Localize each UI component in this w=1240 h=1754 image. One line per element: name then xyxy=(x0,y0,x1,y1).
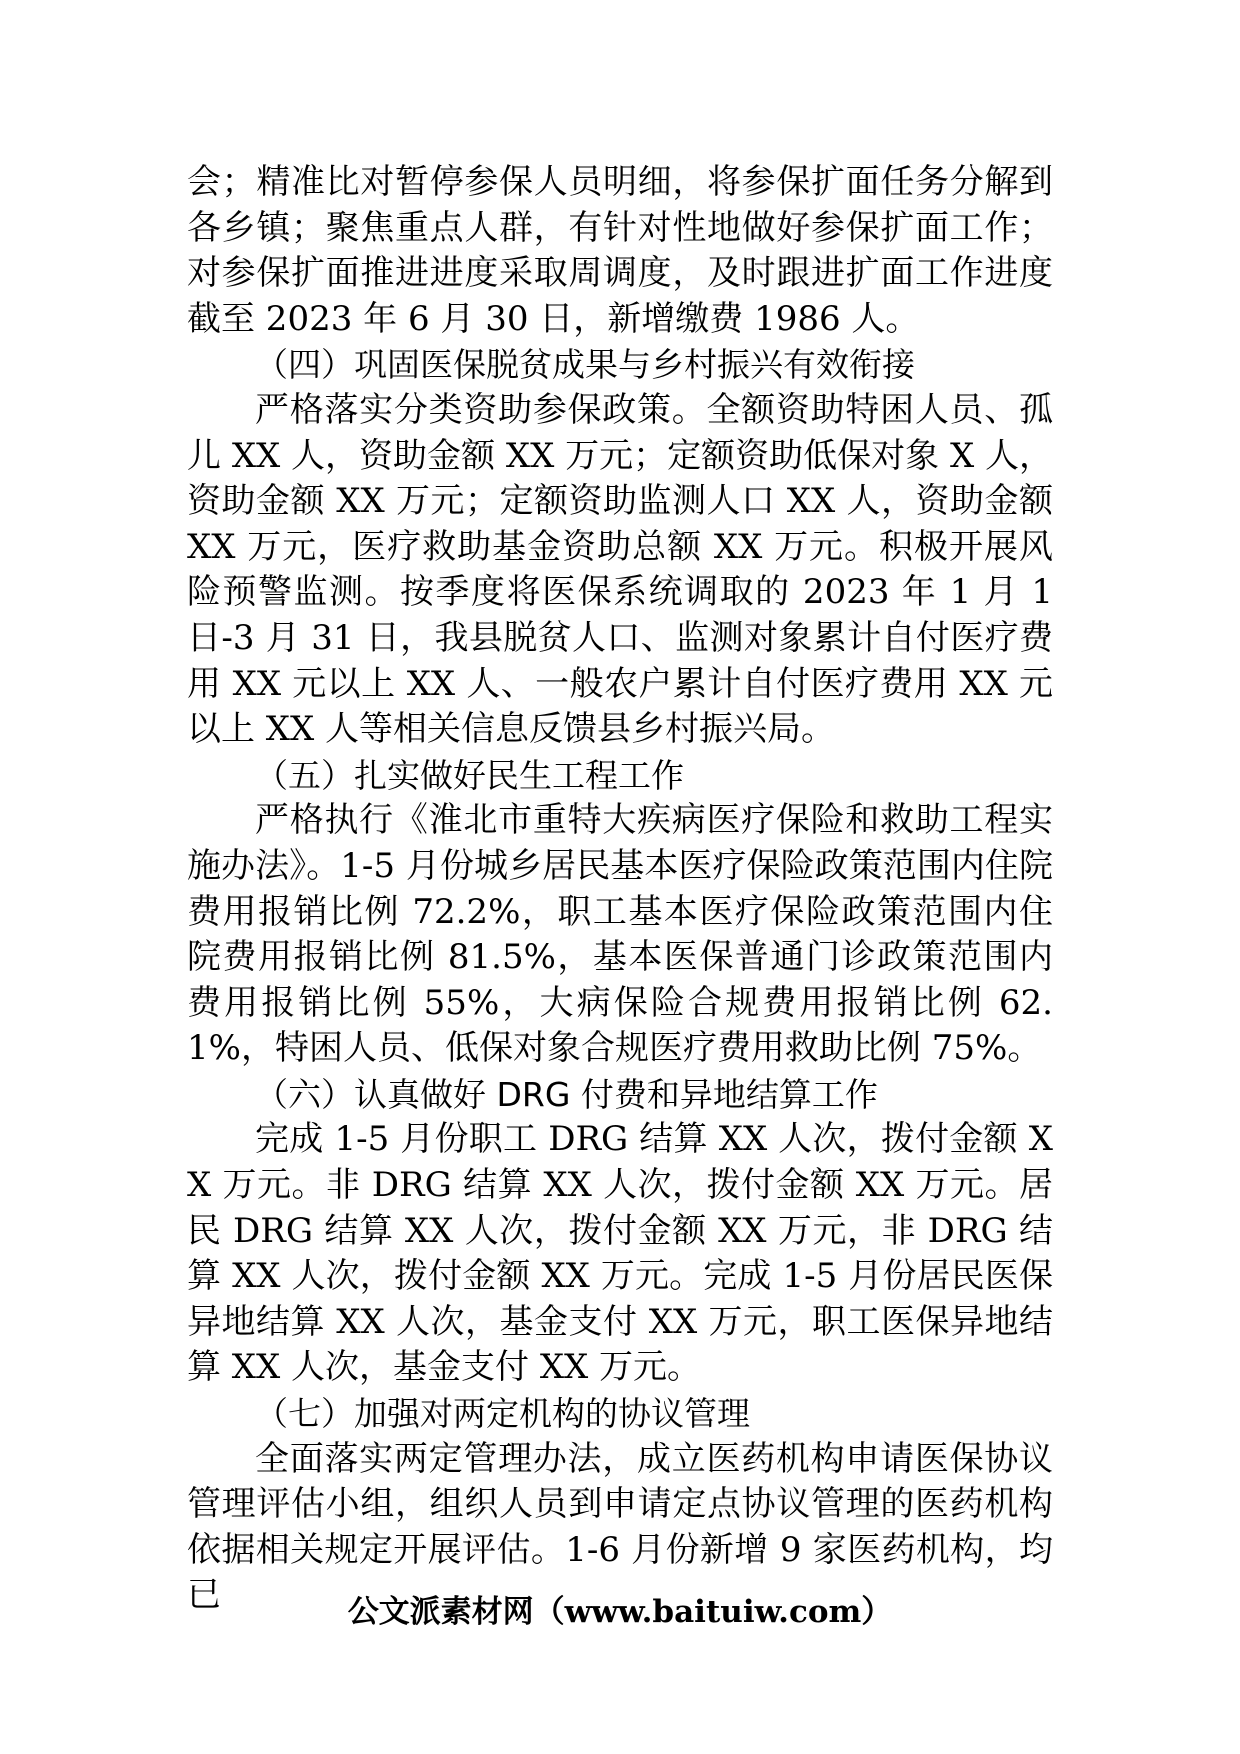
paragraph-continuation: 会；精准比对暂停参保人员明细，将参保扩面任务分解到各乡镇；聚焦重点人群，有针对性地做好参保扩面工作；对参保扩面推进进度采取周调度，及时跟进扩面工作进度截至 2023 年 6 月 30 日，新增缴费 1986 人。 xyxy=(187,162,1053,339)
section-4-body: 严格落实分类资助参保政策。全额资助特困人员、孤儿 XX 人，资助金额 XX 万元；定额资助低保对象 X 人，资助金额 XX 万元；定额资助监测人口 XX 人，资助金额 XX 万元，医疗救助基金资助总额 XX 万元。积极开展风险预警监测。按季度将医保系统调取的 2023 年 1 月 1 日-3 月 31 日，我县脱贫人口、监测对象累计自付医疗费用 XX 元以上 XX 人、一般农户累计自付医疗费用 XX 元以上 XX 人等相关信息反馈县乡村振兴局。 xyxy=(187,389,1053,750)
document-body xyxy=(187,160,1053,1619)
section-6-heading: （六）认真做好 DRG 付费和异地结算工作 xyxy=(255,1074,878,1114)
section-4-heading: （四）巩固医保脱贫成果与乡村振兴有效衔接 xyxy=(255,345,915,385)
section-7-body: 全面落实两定管理办法，成立医药机构申请医保协议管理评估小组，组织人员到申请定点协议管理的医药机构依据相关规定开展评估。1-6 月份新增 9 家医药机构，均已 xyxy=(187,1438,1053,1616)
section-6-body: 完成 1-5 月份职工 DRG 结算 XX 人次，拨付金额 XX 万元。非 DRG 结算 XX 人次，拨付金额 XX 万元。居民 DRG 结算 XX 人次，拨付金额 XX 万元，非 DRG 结算 XX 人次，拨付金额 XX 万元。完成 1-5 月份居民医保异地结算 XX 人次，基金支付 XX 万元，职工医保异地结算 XX 人次，基金支付 XX 万元。 xyxy=(187,1119,1053,1388)
footer-watermark: 公文派素材网（www.baituiw.com） xyxy=(347,1594,893,1630)
section-5-heading: （五）扎实做好民生工程工作 xyxy=(255,755,684,795)
section-7-heading: （七）加强对两定机构的协议管理 xyxy=(255,1394,750,1434)
section-5-body: 严格执行《淮北市重特大疾病医疗保险和救助工程实施办法》。1-5 月份城乡居民基本医疗保险政策范围内住院费用报销比例 72.2%，职工基本医疗保险政策范围内住院费用报销比例 81.5%，基本医保普通门诊政策范围内费用报销比例 55%，大病保险合规费用报销比例 62.1%，特困人员、低保对象合规医疗费用救助比例 75%。 xyxy=(187,800,1053,1069)
